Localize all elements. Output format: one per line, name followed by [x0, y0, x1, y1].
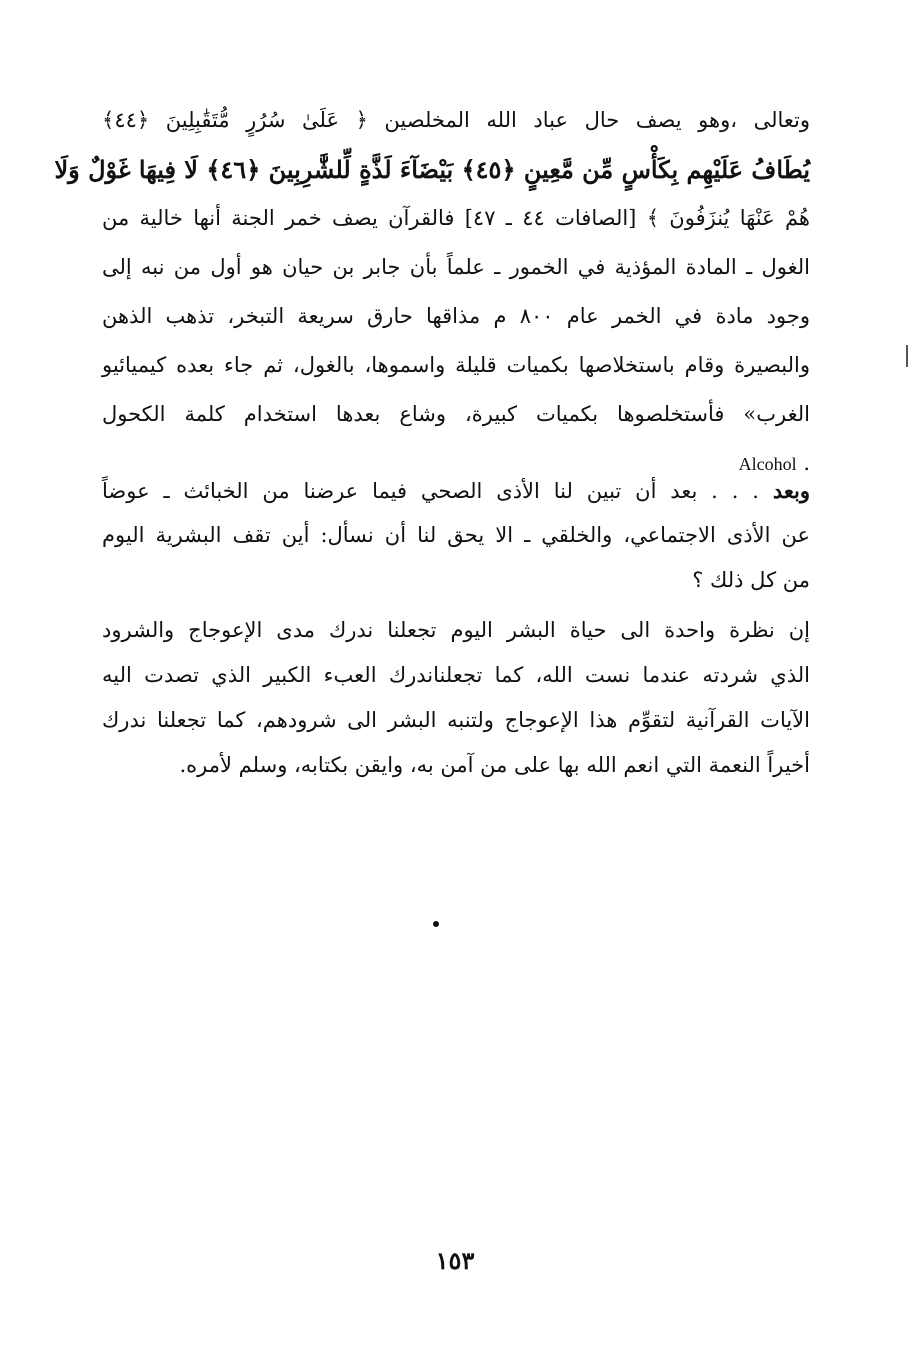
text-line: وتعالى ،وهو يصف حال عباد الله المخلصين ﴿ عَلَىٰ سُرُرٍ مُّتَقَٰبِلِينَ ﴿٤٤﴾	[102, 108, 810, 132]
margin-mark	[906, 345, 908, 367]
lead-word: وبعد	[772, 478, 810, 503]
section-dot	[433, 921, 439, 927]
text-line: من كل ذلك ؟	[692, 568, 810, 592]
page-number: ١٥٣	[435, 1246, 475, 1275]
text-line: وجود مادة في الخمر عام ٨٠٠ م مذاقها حارق سريعة التبخر، تذهب الذهن	[102, 304, 810, 328]
paragraph-quran-quote	[54, 96, 810, 488]
text-run: . . . بعد أن تبين لنا الأذى الصحي فيما عرضنا من الخبائث ـ عوضاً	[102, 479, 773, 503]
text-line: إن نظرة واحدة الى حياة البشر اليوم تجعلنا ندرك مدى الإعوجاج والشرود	[102, 618, 810, 642]
text-line: أخيراً النعمة التي انعم الله بها على من آمن به، وايقن بكتابه، وسلم لأمره.	[179, 753, 810, 777]
text-line: هُمْ عَنْهَا يُنزَفُونَ ﴾ [الصافات ٤٤ ـ ٤٧] فالقرآن يصف خمر الجنة أنها خالية من	[102, 206, 810, 230]
text-line: الغرب» فأستخلصوها بكميات كبيرة، وشاع بعدها استخدام كلمة الكحول	[102, 402, 810, 426]
text-line: الذي شردته عندما نست الله، كما تجعلناندرك العبء الكبير الذي تصدت اليه	[102, 663, 810, 687]
text-line	[102, 468, 810, 513]
text-line: الغول ـ المادة المؤذية في الخمور ـ علماً بأن جابر بن حيان هو أول من نبه إلى	[102, 255, 810, 279]
latin-term: Alcohol	[738, 454, 797, 474]
period: .	[803, 451, 810, 475]
text-line: عن الأذى الاجتماعي، والخلقي ـ الا يحق لنا أن نسأل: أين تقف البشرية اليوم	[102, 523, 810, 547]
text-line: الآيات القرآنية لتقوِّم هذا الإعوجاج ولتنبه البشر الى شرودهم، كما تجعلنا ندرك	[102, 708, 810, 732]
quran-verse-line: يُطَافُ عَلَيْهِم بِكَأْسٍ مِّن مَّعِينٍ ﴿٤٥﴾ بَيْضَآءَ لَذَّةٍ لِّلشَّٰرِبِينَ ﴿٤٦﴾ لَا فِيهَا غَوْلٌ وَلَا	[54, 155, 810, 184]
paragraph-question	[102, 468, 810, 603]
paragraph-conclusion	[102, 608, 810, 788]
text-line: والبصيرة وقام باستخلاصها بكميات قليلة واسموها، بالغول، ثم جاء بعده كيميائيو	[102, 353, 810, 377]
